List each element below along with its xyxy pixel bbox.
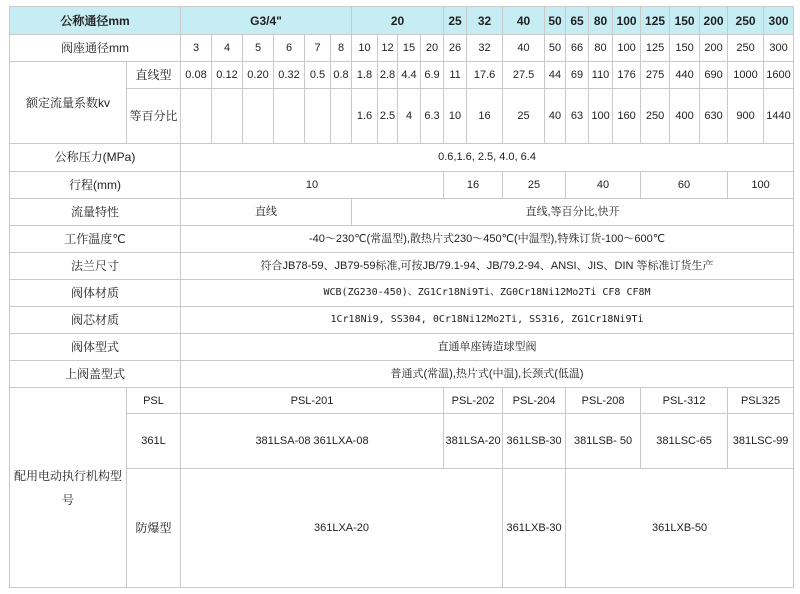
actuator-ex-row <box>10 469 794 588</box>
l361-cell: 381LSC-99 <box>728 414 794 469</box>
seat-cell: 50 <box>545 35 566 62</box>
kv-linear-cell: 27.5 <box>503 62 545 89</box>
kv-eqp-cell: 40 <box>545 89 566 144</box>
kv-eqp-row <box>10 89 794 144</box>
kv-linear-cell: 690 <box>700 62 728 89</box>
dn-group: 32 <box>467 7 503 35</box>
seat-cell: 3 <box>181 35 212 62</box>
dn-group: 65 <box>566 7 589 35</box>
ex-label: 防爆型 <box>127 469 181 588</box>
seat-cell: 8 <box>331 35 352 62</box>
kv-eqp-cell: 25 <box>503 89 545 144</box>
dn-group: 150 <box>670 7 700 35</box>
flow-label: 流量特性 <box>10 198 181 225</box>
psl-cell: PSL-312 <box>641 388 728 414</box>
seat-cell: 66 <box>566 35 589 62</box>
stroke-cell: 25 <box>503 171 566 198</box>
kv-eqp-cell: 4 <box>398 89 421 144</box>
actuator-label: 配用电动执行机构型号 <box>10 388 127 588</box>
kv-linear-cell: 2.8 <box>378 62 398 89</box>
kv-linear-cell: 4.4 <box>398 62 421 89</box>
ex-cell: 361LXA-20 <box>181 469 503 588</box>
l361-cell: 381LSA-20 <box>444 414 503 469</box>
seat-cell: 10 <box>352 35 378 62</box>
valve-spec-table <box>9 6 794 588</box>
seat-cell: 250 <box>728 35 764 62</box>
kv-eqp-cell <box>181 89 212 144</box>
pressure-row <box>10 144 794 171</box>
stroke-row <box>10 171 794 198</box>
l361-label: 361L <box>127 414 181 469</box>
seat-cell: 200 <box>700 35 728 62</box>
dn-group: 50 <box>545 7 566 35</box>
kv-eqp-cell: 630 <box>700 89 728 144</box>
body-type-row <box>10 333 794 360</box>
seat-cell: 15 <box>398 35 421 62</box>
kv-eqp-cell <box>305 89 331 144</box>
seat-cell: 80 <box>589 35 613 62</box>
dn-group: 80 <box>589 7 613 35</box>
dn-group: 250 <box>728 7 764 35</box>
dn-group: 300 <box>764 7 794 35</box>
stroke-cell: 10 <box>181 171 444 198</box>
body-type-value: 直通单座铸造球型阀 <box>181 333 794 360</box>
pressure-label: 公称压力(MPa) <box>10 144 181 171</box>
stroke-cell: 60 <box>641 171 728 198</box>
kv-linear-cell: 0.32 <box>274 62 305 89</box>
ex-cell: 361LXB-50 <box>566 469 794 588</box>
bonnet-label: 上阀盖型式 <box>10 361 181 388</box>
psl-label: PSL <box>127 388 181 414</box>
kv-eqp-label: 等百分比 <box>127 89 181 144</box>
kv-linear-cell: 11 <box>444 62 467 89</box>
kv-eqp-cell: 100 <box>589 89 613 144</box>
dn-group: 40 <box>503 7 545 35</box>
kv-linear-cell: 6.9 <box>421 62 444 89</box>
psl-cell: PSL-204 <box>503 388 566 414</box>
body-material-value: WCB(ZG230-450)、ZG1Cr18Ni9Ti、ZG0Cr18Ni12Mo2Ti CF8 CF8M <box>181 279 794 306</box>
kv-eqp-cell: 16 <box>467 89 503 144</box>
flange-label: 法兰尺寸 <box>10 252 181 279</box>
temp-label: 工作温度℃ <box>10 225 181 252</box>
core-material-value: 1Cr18Ni9, SS304, 0Cr18Ni12Mo2Ti, SS316, ZG1Cr18Ni9Ti <box>181 306 794 333</box>
psl-cell: PSL325 <box>728 388 794 414</box>
seat-cell: 26 <box>444 35 467 62</box>
seat-cell: 32 <box>467 35 503 62</box>
kv-eqp-cell <box>331 89 352 144</box>
flow-cell: 直线 <box>181 198 352 225</box>
kv-linear-row <box>10 62 794 89</box>
stroke-cell: 100 <box>728 171 794 198</box>
kv-linear-cell: 110 <box>589 62 613 89</box>
kv-eqp-cell: 160 <box>613 89 641 144</box>
kv-linear-cell: 44 <box>545 62 566 89</box>
kv-linear-cell: 0.8 <box>331 62 352 89</box>
kv-linear-cell: 1600 <box>764 62 794 89</box>
psl-cell: PSL-208 <box>566 388 641 414</box>
header-row <box>10 7 794 35</box>
kv-eqp-cell: 400 <box>670 89 700 144</box>
core-material-row <box>10 306 794 333</box>
body-material-label: 阀体材质 <box>10 279 181 306</box>
bonnet-value: 普通式(常温),热片式(中温),长颈式(低温) <box>181 361 794 388</box>
kv-linear-cell: 0.08 <box>181 62 212 89</box>
kv-linear-cell: 69 <box>566 62 589 89</box>
bonnet-row <box>10 361 794 388</box>
seat-cell: 125 <box>641 35 670 62</box>
kv-eqp-cell: 10 <box>444 89 467 144</box>
actuator-361l-row <box>10 414 794 469</box>
dn-group: 125 <box>641 7 670 35</box>
l361-cell: 381LSA-08 361LXA-08 <box>181 414 444 469</box>
kv-eqp-cell: 2.5 <box>378 89 398 144</box>
stroke-label: 行程(mm) <box>10 171 181 198</box>
kv-linear-cell: 0.12 <box>212 62 243 89</box>
temp-value: -40～230℃(常温型),散热片式230～450℃(中温型),特殊订货-100～600℃ <box>181 225 794 252</box>
seat-cell: 40 <box>503 35 545 62</box>
flow-row <box>10 198 794 225</box>
core-material-label: 阀芯材质 <box>10 306 181 333</box>
stroke-cell: 16 <box>444 171 503 198</box>
kv-eqp-cell <box>243 89 274 144</box>
flow-cell: 直线,等百分比,快开 <box>352 198 794 225</box>
kv-eqp-cell: 900 <box>728 89 764 144</box>
kv-eqp-cell: 6.3 <box>421 89 444 144</box>
body-material-row <box>10 279 794 306</box>
seat-cell: 12 <box>378 35 398 62</box>
seat-cell: 100 <box>613 35 641 62</box>
kv-label: 额定流量系数kv <box>10 62 127 144</box>
kv-eqp-cell: 63 <box>566 89 589 144</box>
seat-cell: 20 <box>421 35 444 62</box>
body-type-label: 阀体型式 <box>10 333 181 360</box>
seat-cell: 5 <box>243 35 274 62</box>
seat-cell: 7 <box>305 35 331 62</box>
kv-linear-cell: 275 <box>641 62 670 89</box>
kv-linear-cell: 17.6 <box>467 62 503 89</box>
dn-group: 25 <box>444 7 467 35</box>
actuator-psl-row <box>10 388 794 414</box>
flange-row <box>10 252 794 279</box>
seat-cell: 4 <box>212 35 243 62</box>
kv-eqp-cell <box>274 89 305 144</box>
seat-label: 阀座通径mm <box>10 35 181 62</box>
seat-cell: 150 <box>670 35 700 62</box>
seat-cell: 6 <box>274 35 305 62</box>
kv-linear-cell: 0.5 <box>305 62 331 89</box>
ex-cell: 361LXB-30 <box>503 469 566 588</box>
nominal-diameter-label: 公称通径mm <box>10 7 181 35</box>
l361-cell: 361LSB-30 <box>503 414 566 469</box>
kv-linear-cell: 0.20 <box>243 62 274 89</box>
flange-value: 符合JB78-59、JB79-59标准,可按JB/79.1-94、JB/79.2-94、ANSI、JIS、DIN 等标准订货生产 <box>181 252 794 279</box>
kv-linear-cell: 176 <box>613 62 641 89</box>
seat-row <box>10 35 794 62</box>
kv-linear-cell: 440 <box>670 62 700 89</box>
l361-cell: 381LSC-65 <box>641 414 728 469</box>
pressure-value: 0.6,1.6, 2.5, 4.0, 6.4 <box>181 144 794 171</box>
kv-linear-label: 直线型 <box>127 62 181 89</box>
kv-linear-cell: 1000 <box>728 62 764 89</box>
stroke-cell: 40 <box>566 171 641 198</box>
kv-eqp-cell: 1.6 <box>352 89 378 144</box>
psl-cell: PSL-201 <box>181 388 444 414</box>
kv-eqp-cell: 1440 <box>764 89 794 144</box>
dn-group: 20 <box>352 7 444 35</box>
kv-eqp-cell: 250 <box>641 89 670 144</box>
dn-group: 100 <box>613 7 641 35</box>
l361-cell: 381LSB- 50 <box>566 414 641 469</box>
seat-cell: 300 <box>764 35 794 62</box>
dn-group: G3/4" <box>181 7 352 35</box>
psl-cell: PSL-202 <box>444 388 503 414</box>
kv-eqp-cell <box>212 89 243 144</box>
dn-group: 200 <box>700 7 728 35</box>
temp-row <box>10 225 794 252</box>
kv-linear-cell: 1.8 <box>352 62 378 89</box>
